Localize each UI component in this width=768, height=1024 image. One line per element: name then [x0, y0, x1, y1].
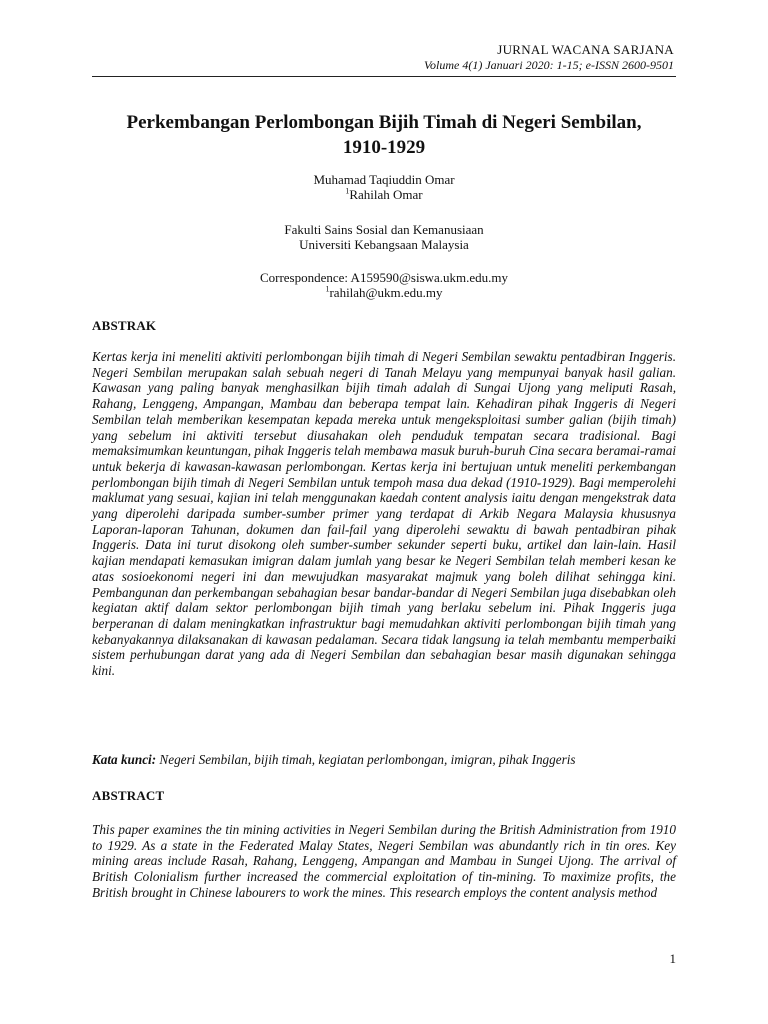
affiliation [92, 222, 676, 252]
correspondence-superscript: 1 [325, 284, 330, 294]
author-1: Muhamad Taqiuddin Omar [313, 172, 455, 187]
author-2 [92, 187, 676, 202]
correspondence-email-2-line [92, 285, 676, 300]
abstract-body: This paper examines the tin mining activities in Negeri Sembilan during the British Administration from 1910 to 1929. As a state in the Federated Malay States, Negeri Sembilan was abundantly rich in tin ores. Key mining areas include Rasah, Rahang, Lenggeng, Ampangan and Mambau in Sungei Ujong. The arrival of British Colonialism further increased the commercial exploitation of tin-mining. To maximize profits, the British brought in Chinese labourers to work the mines. This research employs the content analysis method [92, 822, 676, 900]
journal-volume: Volume 4(1) Januari 2020: 1-15; e-ISSN 2600-9501 [424, 58, 674, 72]
correspondence [92, 270, 676, 300]
author-2-name: Rahilah Omar [349, 187, 423, 202]
keywords-label: Kata kunci: [92, 752, 157, 767]
affiliation-university: Universiti Kebangsaan Malaysia [299, 237, 469, 252]
affiliation-faculty: Fakulti Sains Sosial dan Kemanusiaan [284, 222, 484, 237]
author-list [92, 172, 676, 202]
abstrak-heading: ABSTRAK [92, 318, 157, 333]
correspondence-email-1: Correspondence: A159590@siswa.ukm.edu.my [259, 270, 509, 285]
abstrak-body: Kertas kerja ini meneliti aktiviti perlombongan bijih timah di Negeri Sembilan sewaktu pentadbiran Inggeris. Negeri Sembilan merupakan salah sebuah negeri di Tanah Melayu yang mempunyai banyak hasil galian. Kawasan yang paling banyak menghasilkan bijih timah adalah di Sungai Ujong yang meliputi Rasah, Rahang, Lenggeng, Ampangan, Mambau dan beberapa tempat lain. Kehadiran pihak Inggeris di Negeri Sembilan telah memberikan kesempatan kepada mereka untuk mengeksploitasi sumber galian (bijih timah) yang sebelum ini aktiviti tersebut diusahakan oleh penduduk tempatan secara tradisional. Bagi memaksimumkan keuntungan, pihak Inggeris telah membawa masuk buruh-buruh Cina secara beramai-ramai untuk bekerja di kawasan-kawasan perlombongan. Kertas kerja ini bertujuan untuk meneliti perkembangan perlombongan bijih timah di Negeri Sembilan untuk tempoh masa dua dekad (1910-1929). Bagi memperolehi maklumat yang sesuai, kajian ini telah menggunakan kaedah content analysis iaitu dengan mengekstrak data yang diperolehi daripada sumber-sumber primer yang terdapat di Arkib Negara Malaysia khususnya Laporan-laporan Tahunan, dokumen dan fail-fail yang diperolehi sewaktu di bawah pentadbiran pihak Inggeris. Data ini turut disokong oleh sumber-sumber sekunder seperti buku, artikel dan lain-lain. Hasil kajian mendapati kemasukan imigran dalam jumlah yang besar ke Negeri Sembilan telah memberi kesan ke atas sosioekonomi negeri ini dan mewujudkan masyarakat majmuk yang boleh dilihat sehingga kini. Pembangunan dan perkembangan sebahagian besar bandar-bandar di Negeri Sembilan juga disebabkan oleh kegiatan aktif dalam sektor perlombongan bijih timah yang berlaku sebelum ini. Pihak Inggeris juga berperanan di dalam meningkatkan infrastruktur bagi memudahkan aktiviti perlombongan bijih timah yang kebanyakannya dilaksanakan di kawasan pedalaman. Secara tidak langsung ia telah membantu memperbaiki sistem perhubungan darat yang ada di Negeri Sembilan dan sebahagian besar masih digunakan sehingga kini. [92, 349, 676, 679]
page-number: 1 [669, 951, 676, 966]
abstract-heading: ABSTRACT [92, 788, 165, 803]
title-line-2: 1910-1929 [342, 137, 426, 158]
paper-title [92, 110, 676, 160]
keywords-text: Negeri Sembilan, bijih timah, kegiatan perlombongan, imigran, pihak Inggeris [156, 752, 576, 767]
keywords [92, 752, 676, 768]
author-2-superscript: 1 [345, 186, 350, 196]
header-divider [92, 76, 676, 77]
journal-name: JURNAL WACANA SARJANA [497, 42, 674, 57]
title-line-1: Perkembangan Perlombongan Bijih Timah di Negeri Sembilan, [126, 112, 642, 133]
correspondence-email-2: rahilah@ukm.edu.my [329, 285, 443, 300]
